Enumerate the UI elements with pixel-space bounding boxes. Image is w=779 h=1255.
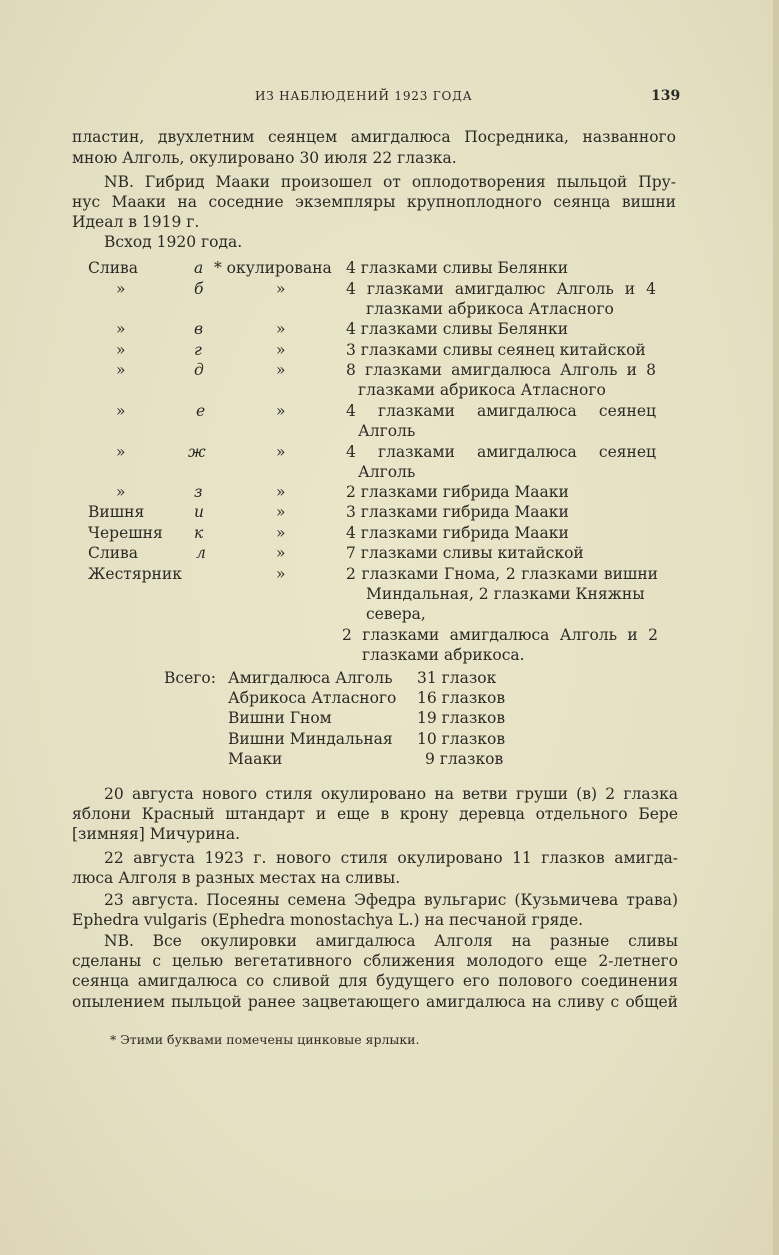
body-line: 22 августа 1923 г. нового стиля окулировано 11 глазков амигда- [104, 849, 678, 867]
table-row-method: » [276, 483, 286, 501]
table-row-desc: глазками абрикоса Атласного [358, 381, 606, 399]
body-line: сделаны с целью вегетативного сближения молодого еще 2-летнего [72, 952, 678, 970]
table-row-plant: Слива [88, 259, 139, 277]
table-row-method: » [276, 320, 286, 338]
table-row-desc: 8 глазками амигдалюса Алголь и 8 [346, 361, 656, 379]
running-title: ИЗ НАБЛЮДЕНИЙ 1923 ГОДА [255, 89, 473, 103]
table-row-letter: а [194, 259, 204, 277]
table-row-letter: е [196, 402, 206, 420]
table-row-letter: г [194, 341, 202, 359]
table-row-plant: » [116, 280, 126, 298]
table-row-plant: » [116, 341, 126, 359]
table-row-plant: » [116, 443, 126, 461]
table-row-letter: з [194, 483, 203, 501]
table-row-desc: 3 глазками сливы сеянец китайской [346, 341, 646, 359]
table-row-desc: 2 глазками Гнома, 2 глазками вишни [346, 565, 658, 583]
body-line: люса Алголя в разных местах на сливы. [72, 869, 401, 887]
table-row-plant: » [116, 320, 126, 338]
table-row-desc: 2 глазками гибрида Мааки [346, 483, 569, 501]
table-row-desc: 4 глазками амигдалюса сеянец [346, 402, 656, 420]
table-row-desc: 4 глазками гибрида Мааки [346, 524, 569, 542]
body-line: Всход 1920 года. [104, 233, 243, 251]
table-row-method: » [276, 402, 286, 420]
running-header [0, 89, 779, 107]
table-row-desc: Миндальная, 2 глазками Княжны [366, 585, 645, 603]
totals-count: 16 глазков [417, 689, 506, 707]
table-row-plant: » [116, 483, 126, 501]
totals-count: 10 глазков [417, 730, 506, 748]
table-row-desc: севера, [366, 605, 426, 623]
table-row-desc: 4 глазками амигдалюс Алголь и 4 [346, 280, 656, 298]
table-row-plant: Черешня [88, 524, 163, 542]
table-row-letter: и [194, 503, 204, 521]
table-row-desc: глазками абрикоса Атласного [366, 300, 614, 318]
table-row-letter: в [194, 320, 204, 338]
body-line: мною Алголь, окулировано 30 июля 22 глазка. [72, 149, 457, 167]
table-row-desc: 2 глазками амигдалюса Алголь и 2 [342, 626, 658, 644]
table-row-method: » [276, 280, 286, 298]
body-line: NB. Гибрид Мааки произошел от оплодотворения пыльцой Пру- [104, 173, 676, 191]
table-row-desc: глазками абрикоса. [362, 646, 525, 664]
table-row-desc: 4 глазками сливы Белянки [346, 259, 569, 277]
totals-name: Вишни Миндальная [228, 730, 393, 748]
totals-count: 19 глазков [417, 709, 506, 727]
totals-name: Амигдалюса Алголь [228, 669, 393, 687]
body-line: Идеал в 1919 г. [72, 213, 200, 231]
table-row-plant: Жестярник [88, 565, 182, 583]
table-row-plant: Вишня [88, 503, 145, 521]
body-line: пластин, двухлетним сеянцем амигдалюса Посредника, названного [72, 128, 676, 146]
table-row-letter: л [196, 544, 206, 562]
body-line: Ephedra vulgaris (Ephedra monostachya L.) на песчаной гряде. [72, 911, 584, 929]
table-row-method: » [276, 524, 286, 542]
body-line: яблони Красный штандарт и еще в крону деревца отдельного Бере [72, 805, 678, 823]
footnote: * Этими буквами помечены цинковые ярлыки. [110, 1032, 420, 1047]
table-row-plant: » [116, 361, 126, 379]
table-row-letter: б [194, 280, 204, 298]
totals-count: 9 глазков [425, 750, 504, 768]
table-row-desc: 3 глазками гибрида Мааки [346, 503, 569, 521]
table-row-method: » [276, 503, 286, 521]
body-line: сеянца амигдалюса со сливой для будущего его полового соединения [72, 972, 678, 990]
table-row-desc: 7 глазками сливы китайской [346, 544, 584, 562]
table-row-plant: Слива [88, 544, 139, 562]
table-row-letter: ж [188, 443, 206, 461]
table-row-method: » [276, 443, 286, 461]
table-row-plant: » [116, 402, 126, 420]
table-row-letter: к [194, 524, 204, 542]
table-row-desc: Алголь [358, 422, 416, 440]
table-row-desc: Алголь [358, 463, 416, 481]
table-row-method: » [276, 341, 286, 359]
page-number: 139 [651, 88, 681, 104]
body-line: 23 августа. Посеяны семена Эфедра вульгарис (Кузьмичева трава) [104, 891, 678, 909]
totals-name: Вишни Гном [228, 709, 332, 727]
body-line: нус Мааки на соседние экземпляры крупноплодного сеянца вишни [72, 193, 676, 211]
totals-name: Мааки [228, 750, 283, 768]
table-row-letter: д [194, 361, 204, 379]
table-row-desc: 4 глазками сливы Белянки [346, 320, 569, 338]
body-line: 20 августа нового стиля окулировано на ветви груши (в) 2 глазка [104, 785, 678, 803]
body-line: опылением пыльцой ранее зацветающего амигдалюса на сливу с общей [72, 993, 678, 1011]
page-edge-shadow [773, 0, 779, 1255]
totals-name: Абрикоса Атласного [228, 689, 397, 707]
table-row-method: * окулирована [214, 259, 332, 277]
table-row-method: » [276, 361, 286, 379]
table-row-desc: 4 глазками амигдалюса сеянец [346, 443, 656, 461]
totals-count: 31 глазок [417, 669, 497, 687]
body-line: [зимняя] Мичурина. [72, 825, 241, 843]
table-row-method: » [276, 565, 286, 583]
table-row-method: » [276, 544, 286, 562]
totals-label: Всего: [164, 669, 216, 687]
body-line: NB. Все окулировки амигдалюса Алголя на разные сливы [104, 932, 678, 950]
